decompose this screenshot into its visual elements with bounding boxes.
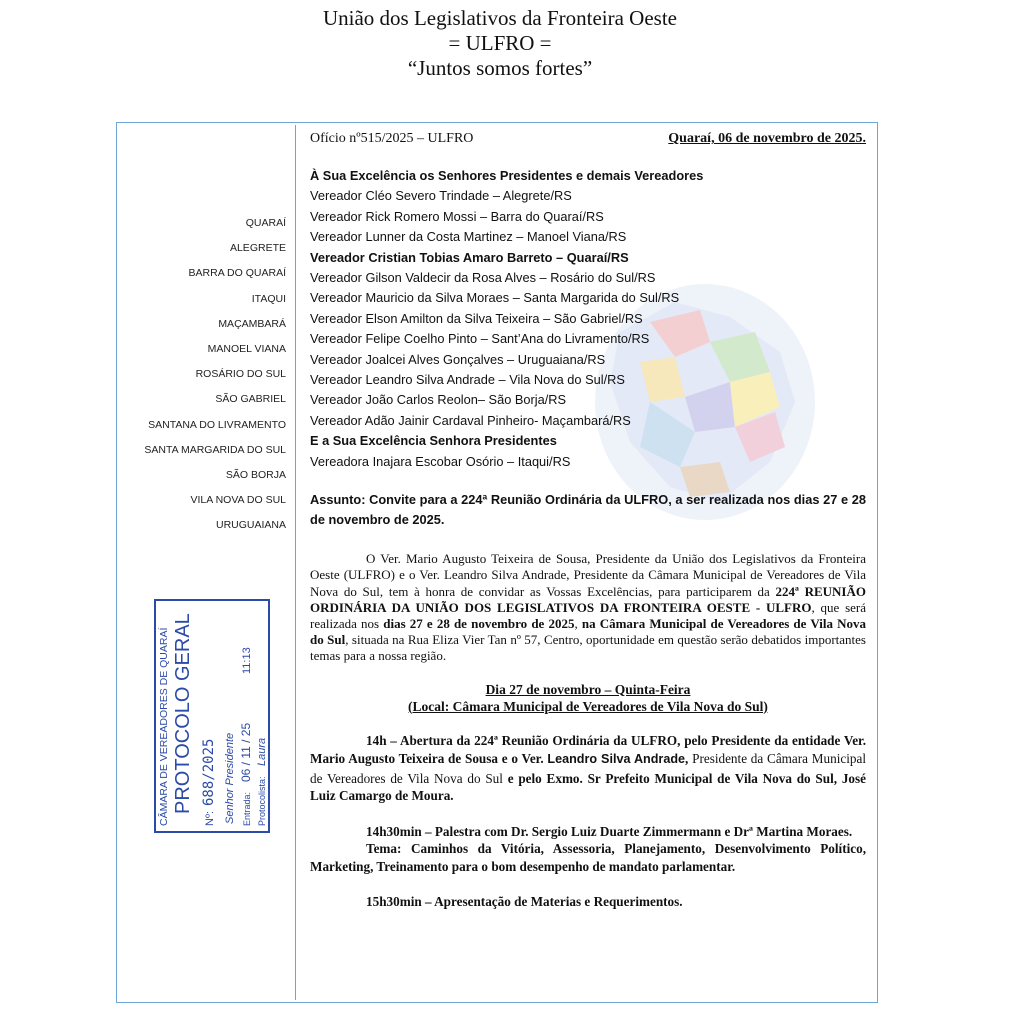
oficio-number: Ofício nº515/2025 – ULFRO — [310, 131, 474, 146]
city-item: ALEGRETE — [229, 242, 286, 255]
recipient-item: Vereador Cristian Tobias Amaro Barreto – Quaraí/RS — [310, 249, 629, 265]
city-item: URUGUAIANA — [215, 519, 286, 532]
day-title: Dia 27 de novembro – Quinta-Feira — [485, 681, 691, 697]
day-location: (Local: Câmara Municipal de Vereadores de Vila Nova do Sul) — [408, 698, 768, 714]
city-item: MAÇAMBARÁ — [218, 317, 286, 330]
stamp-title: PROTOCOLO GERAL — [172, 613, 194, 814]
recipient-item: Vereador Felipe Coelho Pinto – Sant’Ana do Livramento/RS — [310, 331, 650, 347]
letter-body — [310, 126, 866, 911]
schedule-item-1430: 14h30min – Palestra com Dr. Sergio Luiz Duarte Zimmermann e Drª Martina Moraes. — [366, 823, 853, 839]
stamp-time: 11:13 — [241, 647, 253, 674]
city-item: SANTANA DO LIVRAMENTO — [148, 418, 286, 431]
column-divider — [295, 125, 296, 1000]
addressee-title-2: E a Sua Excelência Senhora Presidentes — [310, 433, 557, 449]
stamp-clerk-label: Protocolista: — [257, 776, 267, 826]
city-item: SÃO GABRIEL — [215, 393, 286, 406]
recipient-item: Vereador Lunner da Costa Martinez – Manoel Viana/RS — [310, 229, 627, 245]
city-item: QUARAÍ — [245, 217, 286, 229]
body-text: , situada na Rua Eliza Vier Tan nº 57, Centro, oportunidade em questão serão debatidos importantes temas para a nossa região. — [310, 632, 866, 664]
recipient-item: Vereadora Inajara Escobar Osório – Itaqui/RS — [310, 453, 571, 469]
addressee-title: À Sua Excelência os Senhores Presidentes e demais Vereadores — [310, 168, 704, 183]
stamp-org: CÂMARA DE VEREADORES DE QUARAÍ — [158, 627, 170, 826]
recipient-item: Vereador Leandro Silva Andrade – Vila Nova do Sul/RS — [310, 372, 625, 388]
schedule-text: e pelo Exmo. Sr Prefeito Municipal de Vila Nova do Sul, José Luiz Camargo de Moura. — [310, 770, 867, 804]
recipient-item: Vereador Adão Jainir Cardaval Pinheiro- Maçambará/RS — [310, 412, 631, 428]
subject: Assunto: Convite para a 224ª Reunião Ordinária da ULFRO, a ser realizada nos dias 27 e 28 de novembro de 2025. — [310, 492, 866, 528]
stamp-clerk: Laura — [256, 737, 268, 766]
recipient-item: Vereador João Carlos Reolon– São Borja/RS — [310, 392, 567, 408]
schedule-text: 14h – Abertura da 224ª Reunião Ordinária da ULFRO, pelo Presidente da entidade Ver. Mario Augusto Teixeira de Sousa e o Ver. — [310, 732, 866, 767]
city-item: ROSÁRIO DO SUL — [195, 368, 286, 381]
stamp-number: 688/2025 — [201, 738, 217, 806]
recipient-item: Vereador Elson Amilton da Silva Teixeira – São Gabriel/RS — [310, 310, 643, 326]
recipients-block — [310, 166, 866, 472]
city-item: MANOEL VIANA — [207, 342, 286, 355]
letterhead-org: União dos Legislativos da Fronteira Oeste — [322, 6, 677, 30]
schedule-item-1430-theme: Tema: Caminhos da Vitória, Assessoria, Planejamento, Desenvolvimento Político, Marketing, Treinamento para o bom desempenho de mandato parlamentar. — [310, 841, 866, 874]
city-item: ITAQUI — [251, 292, 286, 305]
letterhead-motto: “Juntos somos fortes” — [407, 56, 593, 80]
city-item: BARRA DO QUARAÍ — [188, 267, 286, 280]
recipient-item: Vereador Cléo Severo Trindade – Alegrete/RS — [310, 188, 572, 204]
city-item: SÃO BORJA — [225, 468, 286, 481]
recipient-item: Vereador Rick Romero Mossi – Barra do Quaraí/RS — [310, 208, 604, 224]
body-text: , — [574, 615, 582, 631]
protocol-stamp — [153, 598, 271, 834]
recipient-item: Vereador Joalcei Alves Gonçalves – Uruguaiana/RS — [310, 351, 606, 367]
schedule-text: Leandro Silva Andrade — [547, 752, 686, 767]
recipient-item: Vereador Mauricio da Silva Moraes – Santa Margarida do Sul/RS — [310, 290, 680, 306]
recipient-item: Vereador Gilson Valdecir da Rosa Alves – Rosário do Sul/RS — [310, 270, 656, 286]
schedule-item-1400 — [310, 732, 866, 805]
schedule-text: , — [685, 751, 693, 767]
city-item: VILA NOVA DO SUL — [190, 494, 286, 507]
city-item: SANTA MARGARIDA DO SUL — [144, 443, 286, 456]
body-bold: 224ª REUNIÃO ORDINÁRIA DA UNIÃO DOS LEGISLATIVOS DA FRONTEIRA OESTE - ULFRO — [310, 583, 866, 615]
body-text: O Ver. Mario Augusto Teixeira de Sousa, Presidente da União dos Legislativos da Fronteira Oeste (ULFRO) e o Ver. Leandro Silva Andrade, Presidente da Câmara Municipal de Vereadores de Vila Nova do Sul, tem à honra de convidar as Vossas Excelências, para participarem da — [310, 551, 866, 599]
body-text: , que será realizada nos — [310, 599, 866, 631]
schedule-item-1530: 15h30min – Apresentação de Materias e Requerimentos. — [366, 894, 683, 910]
oficio-row — [310, 126, 866, 152]
stamp-date: 06 / 11 / 25 — [239, 722, 253, 782]
date-place: Quaraí, 06 de novembro de 2025. — [668, 131, 866, 146]
stamp-number-label: Nº: — [204, 810, 216, 826]
letterhead — [0, 6, 1000, 81]
body-bold: dias 27 e 28 de novembro de 2025 — [383, 615, 575, 631]
body-bold: na Câmara Municipal de Vereadores de Vila Nova do Sul — [310, 615, 866, 648]
invitation-paragraph — [310, 551, 866, 664]
schedule-text: Presidente da Câmara Municipal de Vereadores de Vila Nova do Sul — [310, 751, 867, 786]
letterhead-acronym: = ULFRO = — [448, 31, 552, 55]
stamp-date-label: Entrada: — [242, 791, 252, 826]
member-cities-list — [120, 211, 286, 538]
stamp-sender: Senhor Presidente — [224, 732, 236, 824]
